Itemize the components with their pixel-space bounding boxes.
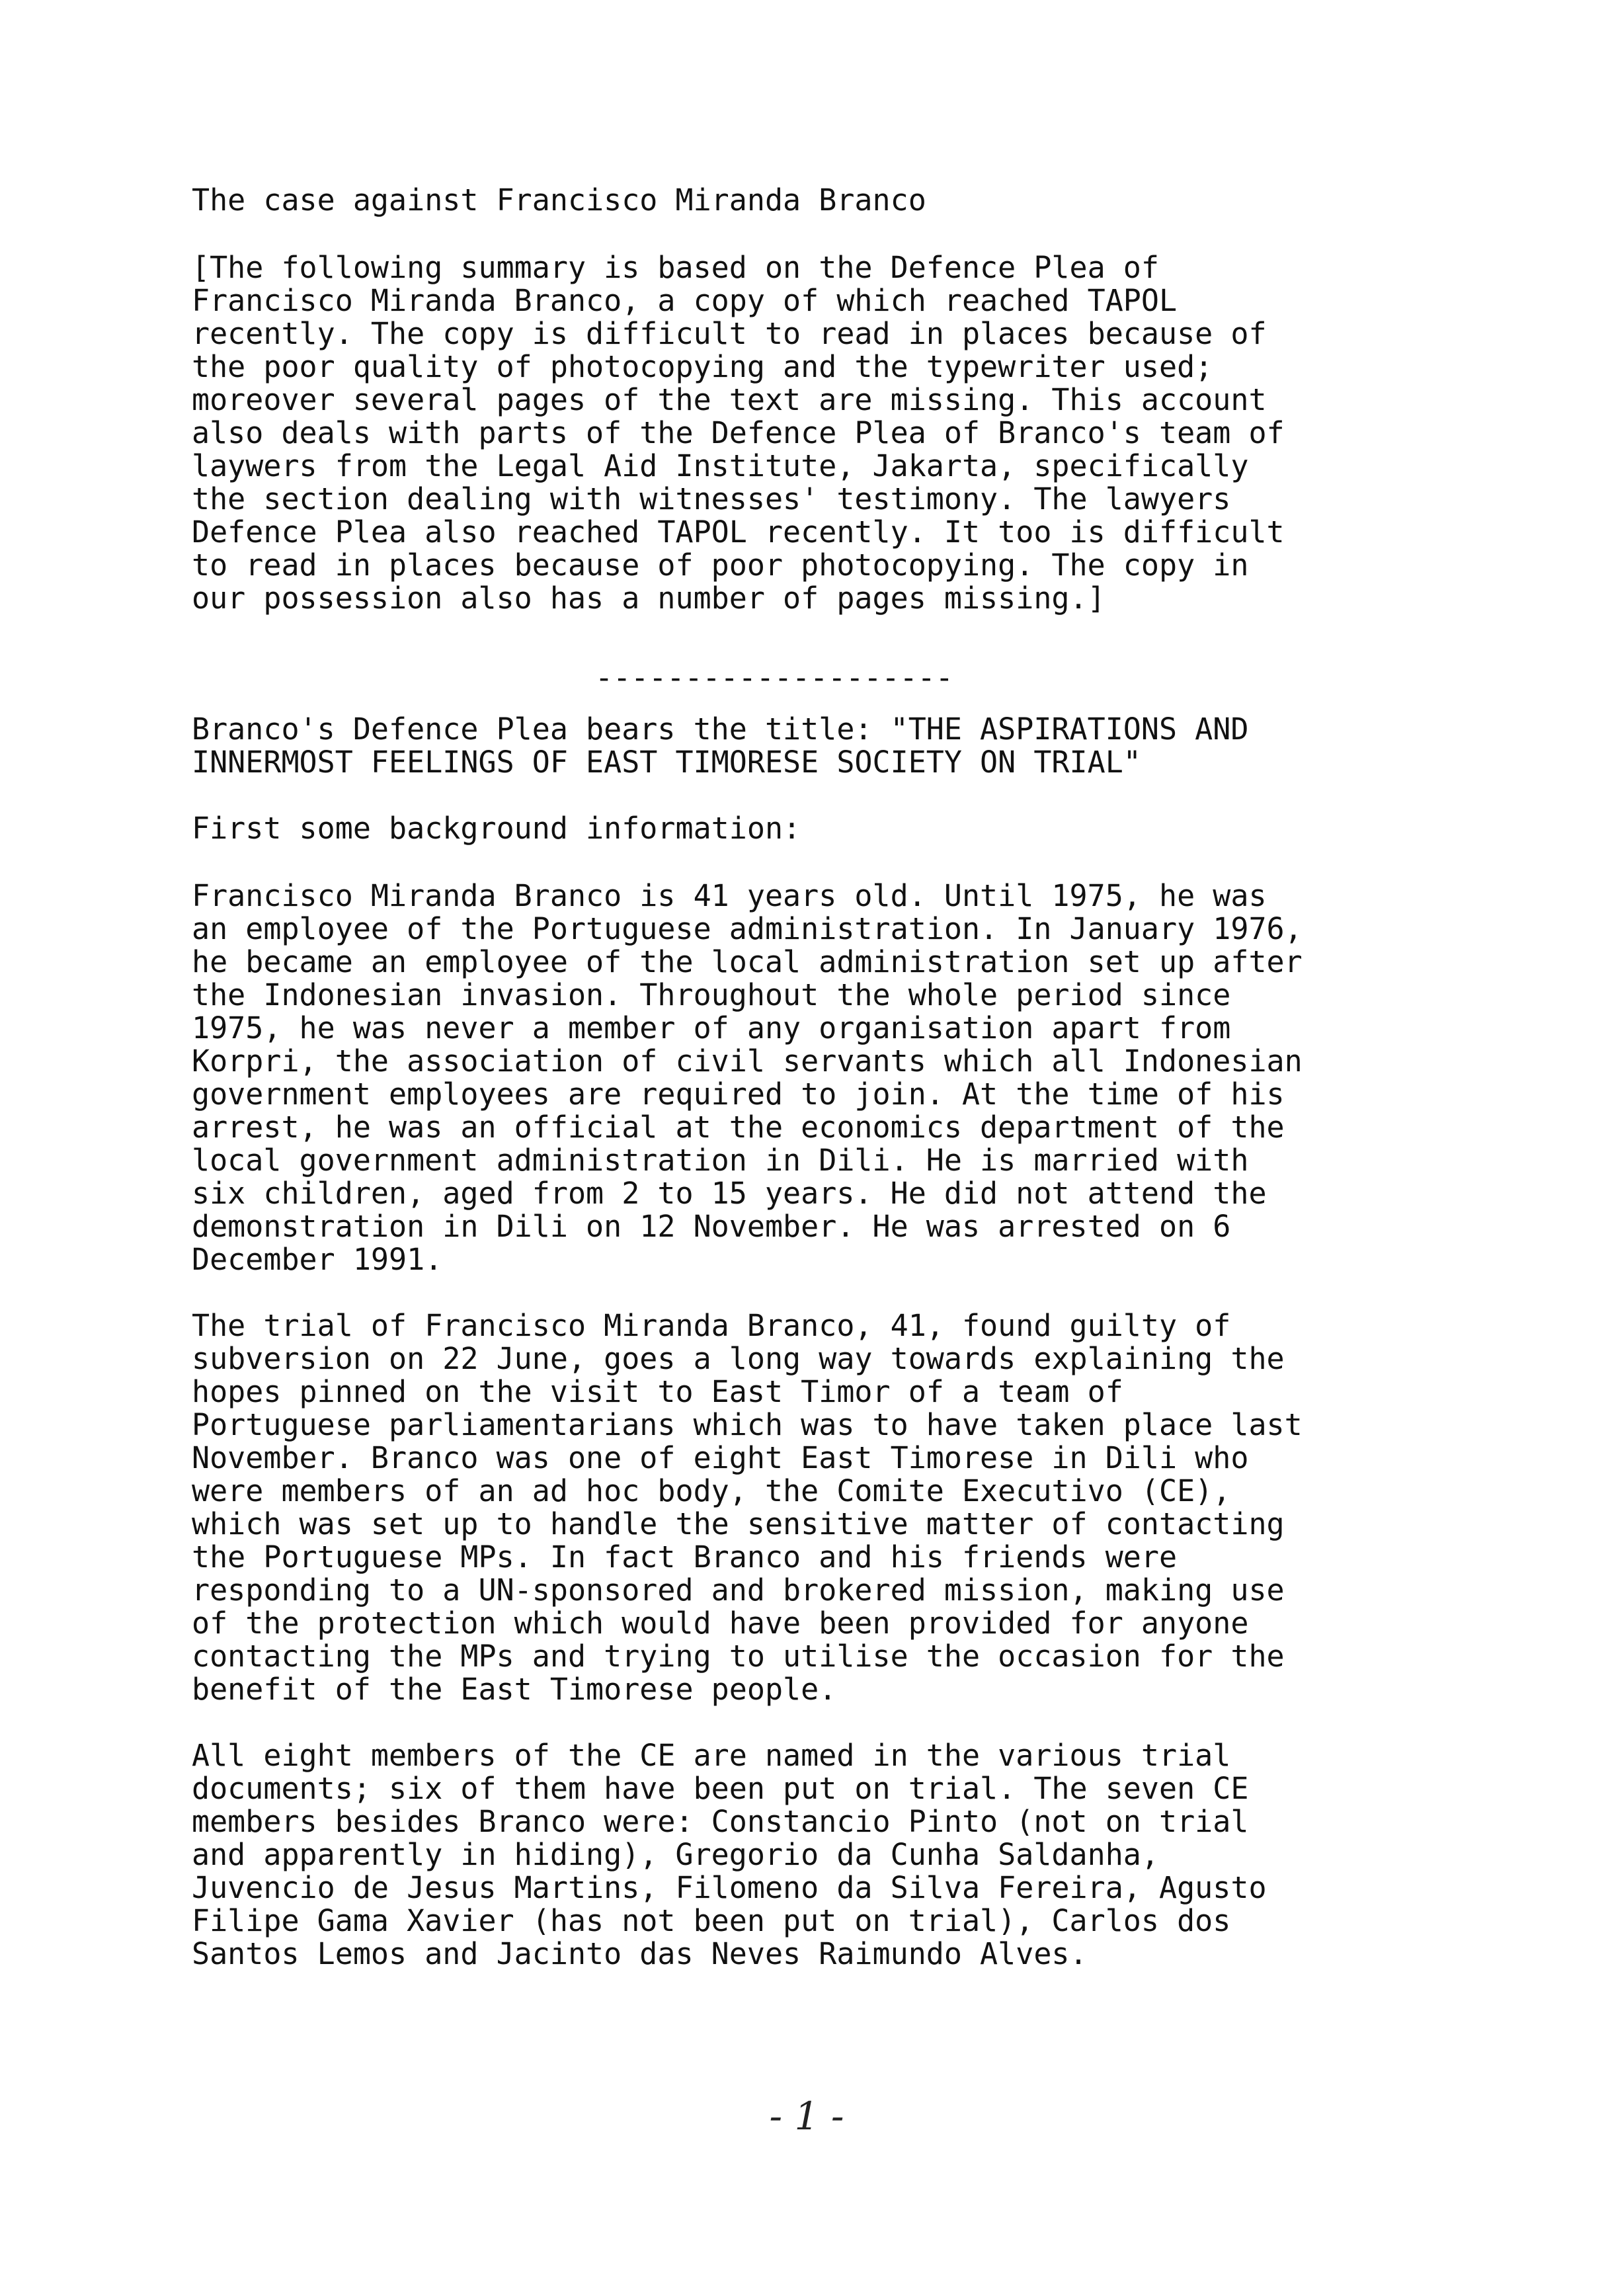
plea-title-line: Branco's Defence Plea bears the title: "THE ASPIRATIONS AND [192,712,1249,747]
paragraph-line: responding to a UN-sponsored and brokered mission, making use [192,1573,1285,1608]
paragraph-line: Juvencio de Jesus Martins, Filomeno da Silva Fereira, Agusto [192,1870,1267,1905]
intro-line: [The following summary is based on the Defence Plea of [192,250,1159,285]
paragraph-line: documents; six of them have been put on trial. The seven CE [192,1771,1249,1806]
intro-line: Defence Plea also reached TAPOL recently. It too is difficult [192,514,1285,550]
intro-line: to read in places because of poor photocopying. The copy in [192,548,1249,583]
paragraph-line: and apparently in hiding), Gregorio da Cunha Saldanha, [192,1837,1159,1872]
members-paragraph [192,1739,1382,1971]
intro-line: the poor quality of photocopying and the typewriter used; [192,349,1213,384]
page-number: - 1 - [769,2094,844,2139]
intro-line: Francisco Miranda Branco, a copy of which reached TAPOL [192,283,1178,318]
background-label-line: First some background information: [192,811,801,846]
paragraph-line: hopes pinned on the visit to East Timor of a team of [192,1374,1123,1409]
intro-line: also deals with parts of the Defence Plea of Branco's team of [192,415,1285,450]
paragraph-line: contacting the MPs and trying to utilise the occasion for the [192,1639,1285,1674]
paragraph-line: six children, aged from 2 to 15 years. He did not attend the [192,1176,1267,1211]
paragraph-line: Santos Lemos and Jacinto das Neves Raimundo Alves. [192,1936,1088,1971]
section-divider: -------------------- [595,660,953,695]
paragraph-line: he became an employee of the local administration set up after [192,944,1303,979]
paragraph-line: members besides Branco were: Constancio Pinto (not on trial [192,1804,1249,1839]
paragraph-line: 1975, he was never a member of any organisation apart from [192,1010,1231,1046]
plea-title-line: INNERMOST FEELINGS OF EAST TIMORESE SOCIETY ON TRIAL" [192,745,1141,780]
paragraph-line: Filipe Gama Xavier (has not been put on trial), Carlos dos [192,1903,1231,1938]
paragraph-line: benefit of the East Timorese people. [192,1672,837,1707]
paragraph-line: the Portuguese MPs. In fact Branco and his friends were [192,1539,1178,1575]
intro-line: the section dealing with witnesses' testimony. The lawyers [192,481,1231,516]
intro-paragraph [192,251,1382,615]
paragraph-line: Francisco Miranda Branco is 41 years old. Until 1975, he was [192,878,1267,913]
paragraph-line: government employees are required to join. At the time of his [192,1077,1285,1112]
intro-line: laywers from the Legal Aid Institute, Jakarta, specifically [192,448,1249,483]
paragraph-line: of the protection which would have been provided for anyone [192,1606,1249,1641]
document-title [192,184,1382,217]
paragraph-line: local government administration in Dili. He is married with [192,1143,1249,1178]
paragraph-line: Portuguese parliamentarians which was to have taken place last [192,1407,1303,1442]
paragraph-line: the Indonesian invasion. Throughout the whole period since [192,977,1231,1012]
paragraph-line: November. Branco was one of eight East Timorese in Dili who [192,1440,1249,1475]
paragraph-line: December 1991. [192,1242,443,1277]
paragraph-line: arrest, he was an official at the economics department of the [192,1110,1285,1145]
intro-line: moreover several pages of the text are missing. This account [192,382,1267,417]
intro-line: recently. The copy is difficult to read in places because of [192,316,1267,351]
paragraph-line: were members of an ad hoc body, the Comite Executivo (CE), [192,1473,1231,1508]
paragraph-line: which was set up to handle the sensitive matter of contacting [192,1506,1285,1541]
background-paragraph [192,880,1382,1276]
intro-line: our possession also has a number of pages missing.] [192,581,1106,616]
trial-paragraph [192,1309,1382,1706]
paragraph-line: an employee of the Portuguese administration. In January 1976, [192,911,1303,946]
paragraph-line: subversion on 22 June, goes a long way towards explaining the [192,1341,1285,1376]
background-label [192,812,1382,845]
paragraph-line: The trial of Francisco Miranda Branco, 41, found guilty of [192,1308,1231,1343]
title-line: The case against Francisco Miranda Branco [192,183,926,218]
plea-title-paragraph [192,713,1382,779]
paragraph-line: demonstration in Dili on 12 November. He was arrested on 6 [192,1209,1231,1244]
paragraph-line: Korpri, the association of civil servants which all Indonesian [192,1044,1303,1079]
paragraph-line: All eight members of the CE are named in the various trial [192,1738,1231,1773]
